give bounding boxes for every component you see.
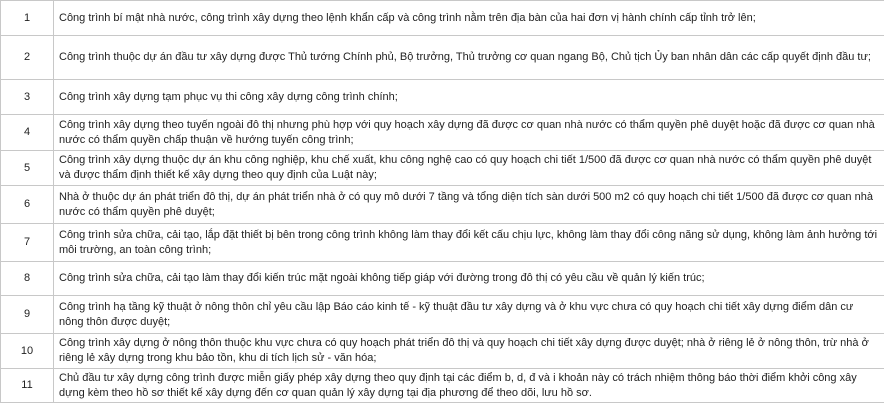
table-row [1,1,884,36]
table-row [1,296,884,334]
row-text: Chủ đầu tư xây dựng công trình được miễn giấy phép xây dựng theo quy định tại các điểm b, d, đ và i khoản này có trách nhiệm thông báo thời điểm khởi công xây dựng kèm theo hồ sơ thiết kế xây dựng đến cơ quan quản lý xây dựng tại địa phương để theo dõi, lưu hồ sơ. [54,369,884,403]
row-text: Công trình xây dựng theo tuyến ngoài đô thị nhưng phù hợp với quy hoạch xây dựng đã được cơ quan nhà nước có thẩm quyền phê duyệt hoặc đã được cơ quan nhà nước có thẩm quyền chấp thuận về hướng tuyến công trình; [54,115,884,151]
row-text: Nhà ở thuộc dự án phát triển đô thị, dự án phát triển nhà ở có quy mô dưới 7 tầng và tổng diện tích sàn dưới 500 m2 có quy hoạch chi tiết 1/500 đã được cơ quan nhà nước có thẩm quyền phê duyệt; [54,186,884,224]
row-number: 4 [1,115,54,151]
table-row [1,151,884,186]
row-text: Công trình xây dựng tạm phục vụ thi công xây dựng công trình chính; [54,80,884,115]
row-text: Công trình xây dựng ở nông thôn thuộc khu vực chưa có quy hoạch phát triển đô thị và quy hoạch chi tiết xây dựng được duyệt; nhà ở riêng lẻ ở nông thôn, trừ nhà ở riêng lẻ xây dựng trong khu bảo tồn, khu di tích lịch sử - văn hóa; [54,334,884,369]
row-number: 3 [1,80,54,115]
row-number: 1 [1,1,54,36]
table-row [1,115,884,151]
row-number: 6 [1,186,54,224]
table-row [1,369,884,403]
table-row [1,186,884,224]
table-row [1,224,884,262]
row-text: Công trình xây dựng thuộc dự án khu công nghiệp, khu chế xuất, khu công nghệ cao có quy hoạch chi tiết 1/500 đã được cơ quan nhà nước có thẩm quyền phê duyệt và được thẩm định thiết kế xây dựng theo quy định của Luật này; [54,151,884,186]
row-number: 10 [1,334,54,369]
row-text: Công trình sửa chữa, cải tạo, lắp đặt thiết bị bên trong công trình không làm thay đổi kết cấu chịu lực, không làm thay đổi công năng sử dụng, không làm ảnh hưởng tới môi trường, an toàn công trình; [54,224,884,262]
row-number: 5 [1,151,54,186]
row-number: 8 [1,262,54,296]
row-text: Công trình hạ tầng kỹ thuật ở nông thôn chỉ yêu cầu lập Báo cáo kinh tế - kỹ thuật đầu tư xây dựng và ở khu vực chưa có quy hoạch chi tiết xây dựng điểm dân cư nông thôn được duyệt; [54,296,884,334]
row-text: Công trình sửa chữa, cải tạo làm thay đổi kiến trúc mặt ngoài không tiếp giáp với đường trong đô thị có yêu cầu về quản lý kiến trúc; [54,262,884,296]
row-number: 11 [1,369,54,403]
table-row [1,80,884,115]
table-row [1,262,884,296]
row-number: 7 [1,224,54,262]
table-row [1,36,884,80]
table-row [1,334,884,369]
row-number: 9 [1,296,54,334]
row-number: 2 [1,36,54,80]
row-text: Công trình thuộc dự án đầu tư xây dựng được Thủ tướng Chính phủ, Bộ trưởng, Thủ trưởng cơ quan ngang Bộ, Chủ tịch Ủy ban nhân dân các cấp quyết định đầu tư; [54,36,884,80]
row-text: Công trình bí mật nhà nước, công trình xây dựng theo lệnh khẩn cấp và công trình nằm trên địa bàn của hai đơn vị hành chính cấp tỉnh trở lên; [54,1,884,36]
